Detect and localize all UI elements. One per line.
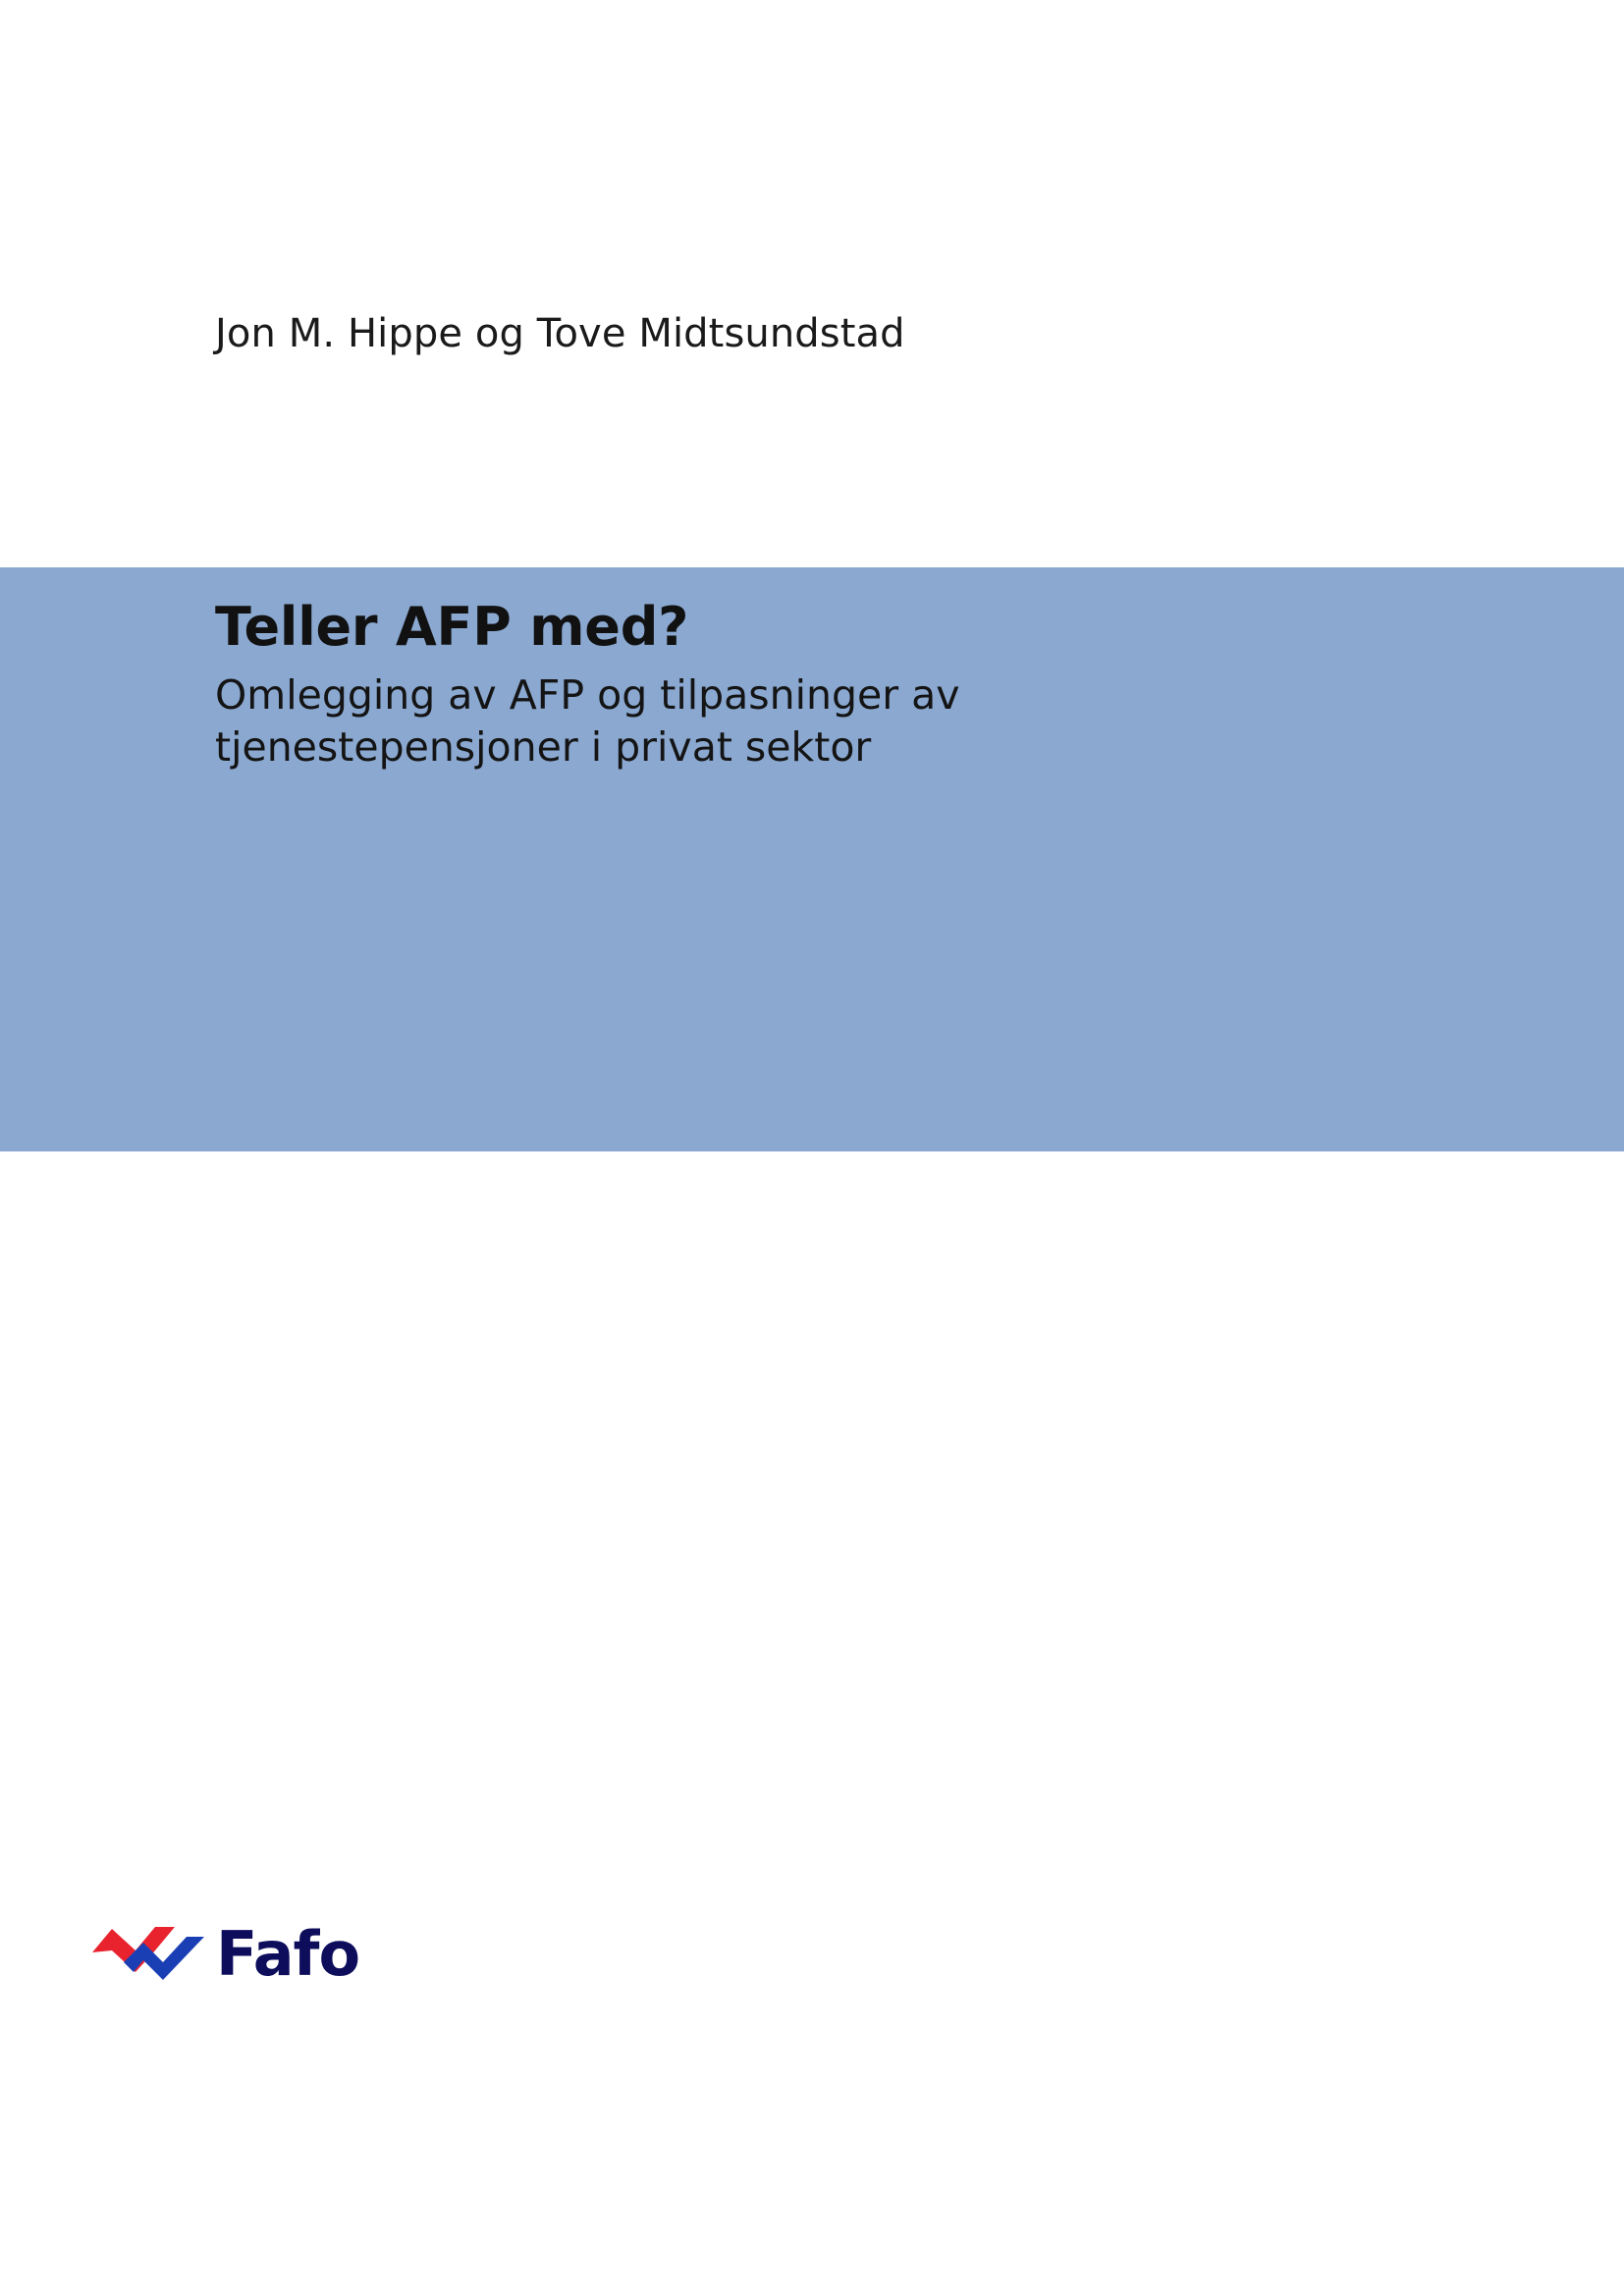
title-block — [215, 597, 1295, 773]
page-title: Teller AFP med? — [215, 596, 689, 658]
fafo-chevron-logo-icon — [90, 1919, 206, 1986]
publisher-logo — [90, 1918, 360, 1990]
page-subtitle: Omlegging av AFP og tilpasninger av tjenestepensjoner i privat sektor — [215, 671, 960, 771]
publisher-wordmark: Fafo — [216, 1918, 360, 1990]
authors-line: Jon M. Hippe og Tove Midtsundstad — [215, 311, 905, 356]
